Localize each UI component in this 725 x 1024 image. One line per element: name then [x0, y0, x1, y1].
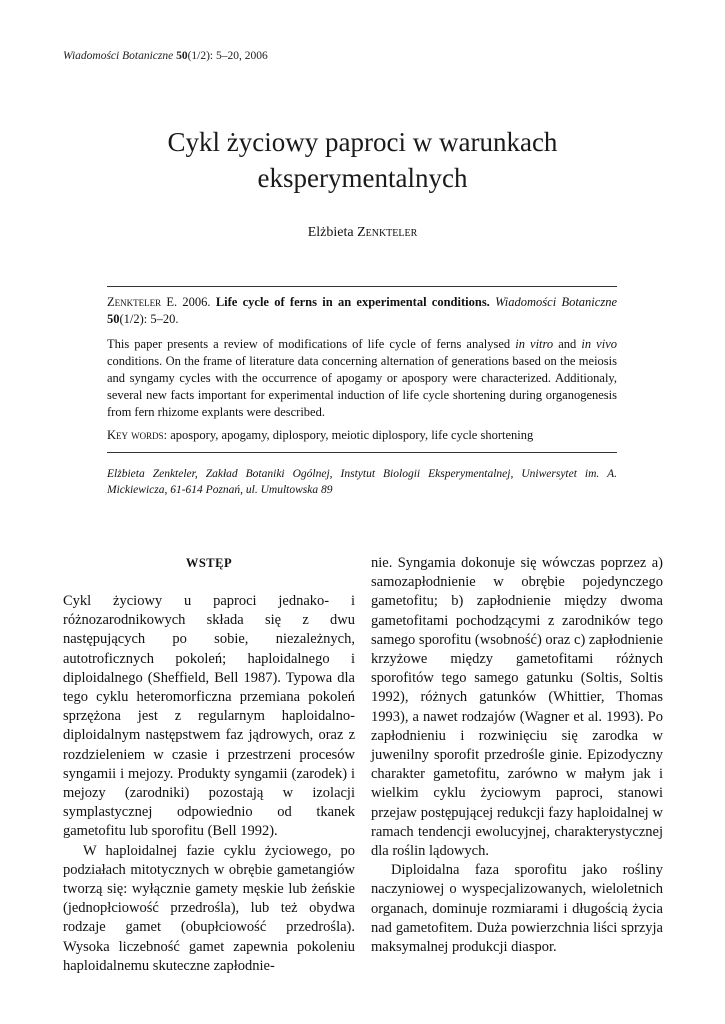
citation-article-title: Life cycle of ferns in an experimental conditions. — [215, 295, 490, 309]
right-column — [371, 554, 663, 957]
article-title — [0, 124, 725, 196]
keywords-label: Key words — [107, 428, 164, 442]
title-line-2: eksperymentalnych — [257, 163, 468, 193]
journal-name: Wiadomości Botaniczne — [63, 50, 174, 62]
section-heading: WSTĘP — [185, 556, 233, 570]
keywords — [107, 427, 617, 444]
left-column — [63, 554, 355, 976]
citation — [107, 294, 617, 328]
abstract-in-vivo: in vivo — [581, 337, 617, 351]
abstract-and: and — [553, 337, 582, 351]
author-line — [0, 225, 725, 241]
citation-author: Zenkteler — [107, 295, 162, 309]
abstract-part-1: This paper presents a review of modifications of life cycle of ferns analysed — [107, 337, 516, 351]
title-line-1: Cykl życiowy paproci w warunkach — [167, 127, 558, 157]
top-rule — [107, 286, 617, 287]
paragraph-4: Diploidalna faza sporofitu jako rośliny naczyniowej o wyspecjalizowanych, wieloletnich organach, dominuje rozmiarami i długością życia nad gametofitem. Duża powierzchnia liści sprzyja maksymalnej produkcji diaspor. — [371, 862, 663, 956]
abstract-in-vitro: in vitro — [515, 337, 554, 351]
affiliation: Elżbieta Zenkteler, Zakład Botaniki Ogólnej, Instytut Biologii Eksperymentalnej, Uniwersytet im. A. Mickiewicza, 61-614 Poznań, ul. Umultowska 89 — [107, 468, 617, 496]
abstract — [107, 336, 617, 421]
author-first-name: Elżbieta — [307, 225, 354, 240]
citation-volume: 50 — [107, 312, 120, 326]
paragraph-2: W haploidalnej fazie cyklu życiowego, po podziałach mitotycznych w obrębie gametangiów tworzą się: wyłącznie gamety męskie lub żeńskie (jednopłciowość przedrośla), lub też obydwa rodzaje gamet (obupłciowość przedrośla). Wysoka liczebność gamet zapewnia pokoleniu haploidalnemu skuteczne zapłodnie- — [63, 842, 355, 974]
abstract-part-2: conditions. On the frame of literature data concerning alternation of generations based on the meiosis and syngamy cycles with the occurrence of apogamy or apospory were characterized. Additionaly, several new facts important for experimental induction of life cycle shortening during organogenesis from fern rhizome explants were described. — [107, 354, 617, 419]
citation-journal: Wiadomości Botaniczne — [495, 295, 617, 309]
author-last-name: Zenkteler — [357, 225, 418, 240]
journal-volume: 50 — [176, 50, 188, 62]
citation-pages: (1/2): 5–20. — [119, 312, 179, 326]
paragraph-1: Cykl życiowy u paproci jednako- i różnozarodnikowych składa się z dwu następujących po sobie, niezależnych, autotroficznych pokoleń; haploidalnego i diploidalnego (Sheffield, Bell 1987). Typowa dla tego cyklu heteromorficzna przemiana pokoleń sprzężona jest z regularnym haploidalno- diploidalnym następstwem faz jądrowych, oraz z rozdzieleniem w czasie i przestrzeni procesów syngamii i mejozy. Produkty syngamii (zarodek) i mejozy (zarodniki) pozostają w izolacji symplastycznej odpowiednio od tkanek gametofitu lub sporofitu (Bell 1992). — [63, 593, 355, 840]
paragraph-3: nie. Syngamia dokonuje się wówczas poprzez a) samozapłodnienie w obrębie pojedynczego gametofitu; b) zapłodnienie między dwoma gametofitami pochodzącymi z zarodników tego samego sporofitu (wsobność) oraz c) zapłodnienie krzyżowe między gametofitami różnych sporofitów tego samego gatunku (Soltis, Soltis 1992), różnych gatunków (Whittier, Thomas 1993), a nawet rodzajów (Wagner et al. 1993). Po zapłodnieniu i rozwinięciu się zarodka w juwenilny sporofit przedrośle ginie. Epizodyczny charakter gametofitu, zarówno w małym jak i wielkim cyklu życiowym paproci, stanowi przejaw postępującej redukcji fazy haploidalnej w ramach tendencji ewolucyjnej, charakterystycznej dla roślin lądowych. — [371, 555, 663, 860]
keywords-text: : apospory, apogamy, diplospory, meiotic diplospory, life cycle shortening — [163, 428, 534, 442]
journal-issue-pages: (1/2): 5–20, 2006 — [187, 50, 268, 62]
citation-initial-year: E. 2006. — [161, 295, 216, 309]
bottom-rule — [107, 452, 617, 453]
running-head — [63, 50, 268, 62]
